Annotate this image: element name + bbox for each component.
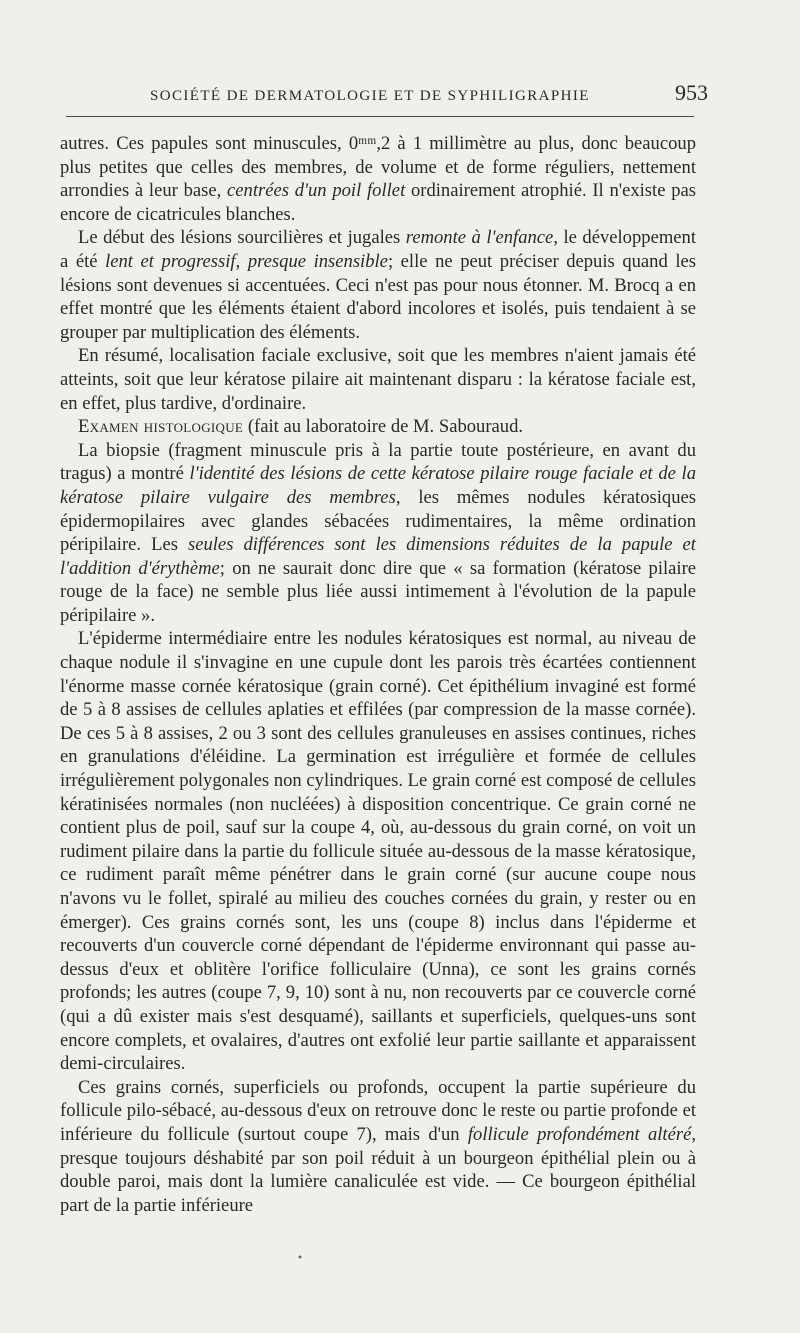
text-run: , xyxy=(235,250,248,272)
text-run: Ces grains cornés, superficiels ou profonds, occupent la partie supérieure du follicule pilo-sébacé, au-dessous d'eux on retrouve donc le reste ou partie profonde et inférieure du follicule (surtout coupe 7), mais d'un xyxy=(60,1076,696,1145)
running-head xyxy=(150,80,708,106)
text-run: , les mêmes nodules kératosiques épidermopilaires avec glandes sébacées rudimentaires, la même ordination péripilaire. Les xyxy=(60,486,696,556)
paragraph-4 xyxy=(60,415,696,439)
text-run: , presque toujours déshabité par son poil réduit à un bourgeon épithélial plein ou à double paroi, mais dont la lumière canaliculée est vide. — Ce bourgeon épithélial part de la partie inférieure xyxy=(60,1123,696,1216)
text-run: , le développement a été xyxy=(60,227,697,272)
paragraph-3 xyxy=(60,344,696,415)
text-run: autres. Ces papules sont minuscules, 0ᵐᵐ,2 à 1 millimètre au plus, donc beaucoup plus petites que celles des membres, de volume et de forme réguliers, nettement arrondies à leur base, xyxy=(60,133,696,202)
section-heading: Examen histologique xyxy=(78,416,244,438)
text-run: ; on ne saurait donc dire que « sa formation (kératose pilaire rouge de la face) ne semble plus liée aussi intimement à l'évolution de la papule péripilaire ». xyxy=(60,557,697,626)
italic-run: presque insensible xyxy=(247,250,388,272)
paragraph-6 xyxy=(60,627,696,1075)
bottom-mark: • xyxy=(297,1253,303,1264)
text-run: En résumé, localisation faciale exclusive, soit que les membres n'aient jamais été atteints, soit que leur kératose pilaire ait maintenant disparu : la kératose faciale est, en effet, plus tardive, d'ordinaire. xyxy=(60,345,696,414)
paragraph-7 xyxy=(60,1076,696,1218)
italic-run: remonte à l'enfance xyxy=(405,227,554,249)
paragraph-2 xyxy=(60,226,696,344)
text-run: L'épiderme intermédiaire entre les nodules kératosiques est normal, au niveau de chaque nodule il s'invagine en une cupule dont les parois très écartées contiennent l'énorme masse cornée kératosique (grain corné). Cet épithélium invaginé est formé de 5 à 8 assises de cellules aplaties et effilées (par compression de la masse cornée). De ces 5 à 8 assises, 2 ou 3 sont des cellules granuleuses en assises continues, riches en granulations d'éléidine. La germination est irrégulière et formée de cellules irrégulièrement polygonales non cylindriques. Le grain corné est composé de cellules kératinisées normales (non nucléées) à disposition concentrique. Ce grain corné ne contient plus de poil, sauf sur la coupe 4, où, au-dessous du grain corné, on voit un rudiment pilaire dans la partie du follicule située au-dessous de la masse kératosique, ce rudiment paraît même pénétrer dans le grain corné (sur aucune coupe nous n'avons vu le follet, spiralé au milieu des couches cornées du grain, y rester ou en émerger). Ces grains cornés sont, les uns (coupe 8) inclus dans l'épiderme et recouverts d'un couvercle corné dépendant de l'épiderme environnant qui passe au-dessus d'eux et oblitère l'orifice folliculaire (Unna), ce sont les grains cornés profonds; les autres (coupe 7, 9, 10) sont à nu, non recouverts par ce couvercle corné (qui a dû exister mais s'est desquamé), saillants et superficiels, quelques-uns sont encore complets, et ovalaires, d'autres ont exfolié leur partie saillante et apparaissent demi-circulaires. xyxy=(60,628,696,1075)
italic-run: seules différences sont les dimensions réduites de la papule et l'addition d'érythème xyxy=(60,534,696,579)
text-run: Le début des lésions sourcilières et jugales xyxy=(78,227,406,249)
italic-run: follicule profondément altéré xyxy=(467,1123,692,1145)
body-text xyxy=(60,132,696,1217)
text-run: (fait au laboratoire de M. Sabouraud. xyxy=(243,416,524,438)
text-run: ordinairement atrophié. Il n'existe pas encore de cicatricules blanches. xyxy=(60,180,696,225)
running-title: SOCIÉTÉ DE DERMATOLOGIE ET DE SYPHILIGRAPHIE xyxy=(150,88,590,104)
italic-run: lent et progressif xyxy=(105,250,236,272)
text-run: ; elle ne peut préciser depuis quand les lésions sont devenues si accentuées. Ceci n'est pas pour nous étonner. M. Brocq a en effet montré que les éléments étaient d'abord incolores et isolés, puis tendaient à se grouper par multiplication des éléments. xyxy=(60,250,697,343)
italic-run: centrées d'un poil follet xyxy=(227,180,406,202)
paragraph-5 xyxy=(60,439,696,628)
paragraph-1 xyxy=(60,132,696,226)
page-number: 953 xyxy=(675,80,708,105)
italic-run: l'identité des lésions de cette kératose pilaire rouge faciale et de la kératose pilaire vulgaire des membres xyxy=(60,463,696,508)
header-rule xyxy=(66,116,694,117)
text-run: La biopsie (fragment minuscule pris à la partie toute postérieure, en avant du tragus) a montré xyxy=(60,439,696,485)
